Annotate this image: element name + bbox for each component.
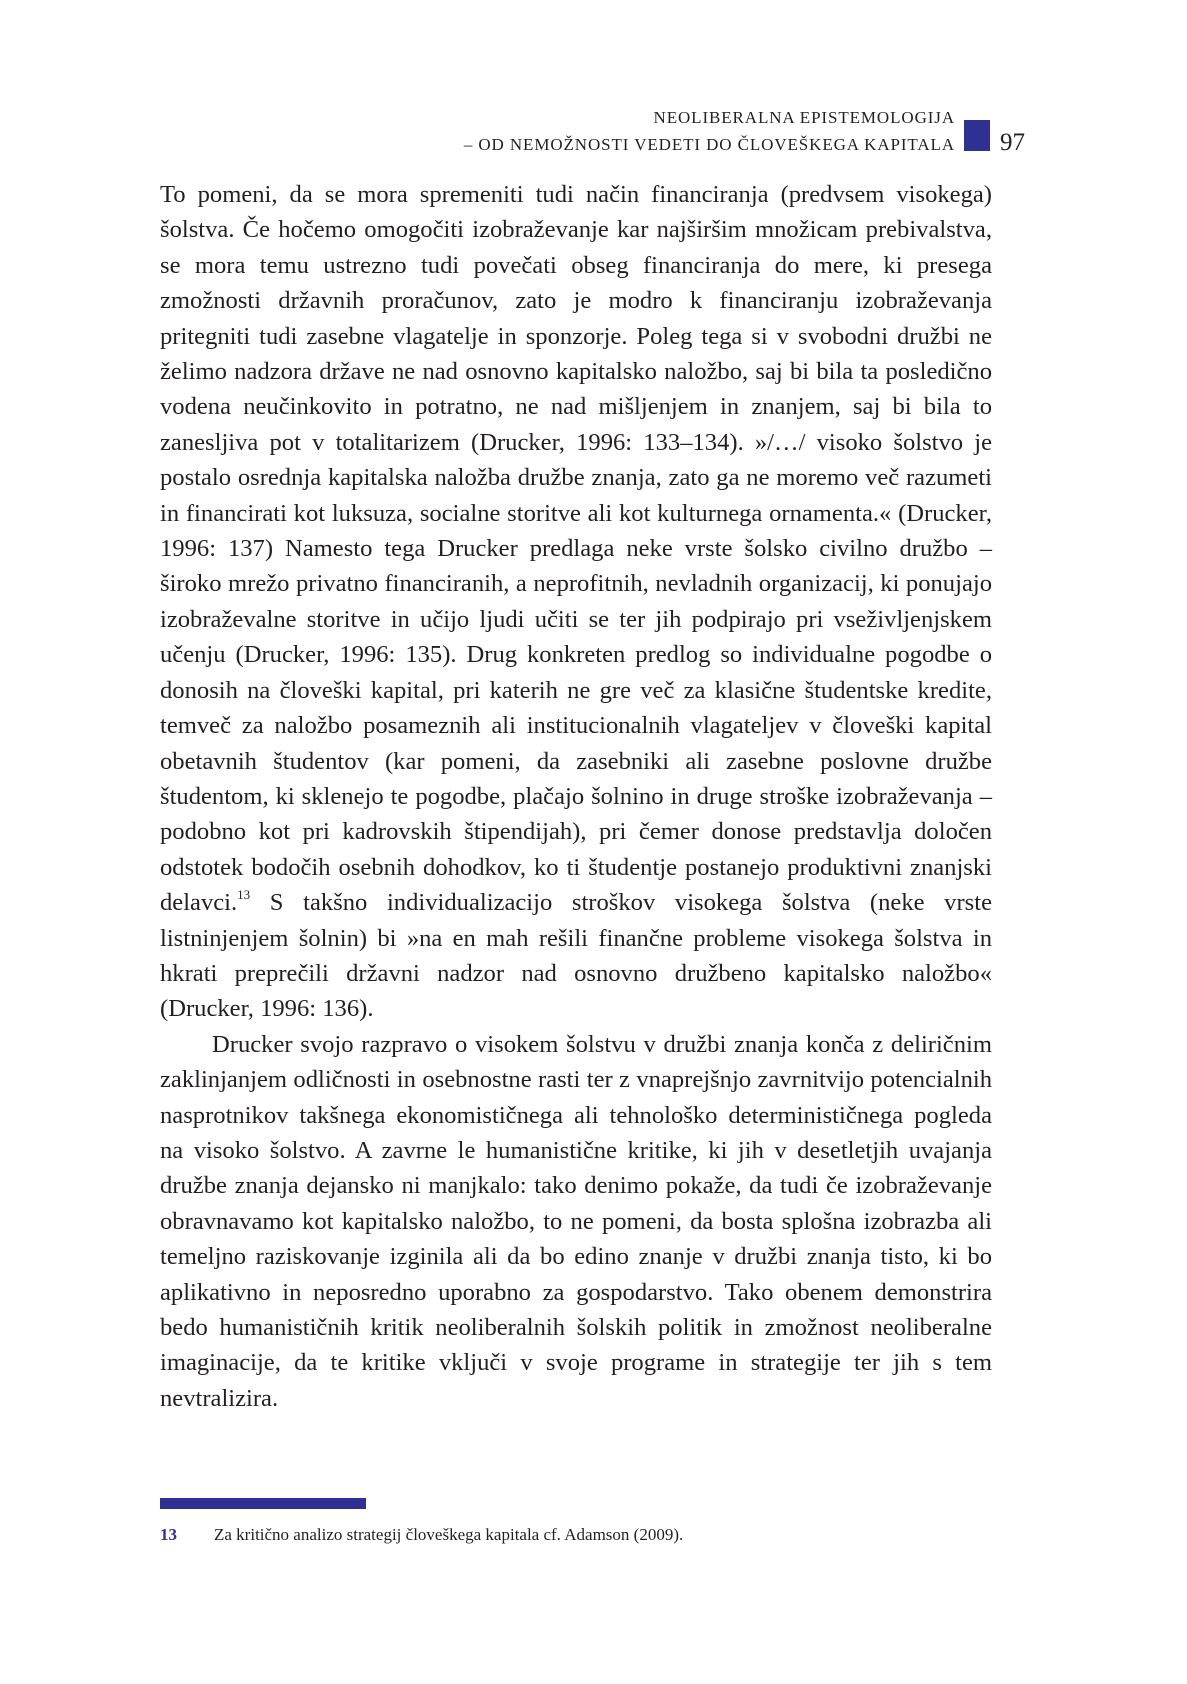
paragraph-1-text: To pomeni, da se mora spremeniti tudi način financiranja (predvsem visokega) šolstva. Če hočemo omogočiti izobraževanje kar najširšim množicam prebivalstva, se mora temu ustrezno tudi povečati obseg financiranja do mere, ki presega zmožnosti državnih proračunov, zato je modro k financiranju izobraževanja pritegniti tudi zasebne vlagatelje in sponzorje. Poleg tega si v svobodni družbi ne želimo nadzora države ne nad osnovno kapitalsko naložbo, saj bi bila ta posledično vodena neučinkovito in potratno, ne nad mišljenjem in znanjem, saj bi bila to zanesljiva pot v totalitarizem (Drucker, 1996: 133–134). »/…/ visoko šolstvo je postalo osrednja kapitalska naložba družbe znanja, zato ga ne moremo več razumeti in financirati kot luksuza, socialne storitve ali kot kulturnega ornamenta.« (Drucker, 1996: 137) Namesto tega Drucker predlaga neke vrste šolsko civilno družbo – široko mrežo privatno financiranih, a neprofitnih, nevladnih organizacij, ki ponujajo izobraževalne storitve in učijo ljudi učiti se ter jih podpirajo pri vseživljenjskem učenju (Drucker, 1996: 135). Drug konkreten predlog so individualne pogodbe o donosih na človeški kapital, pri katerih ne gre več za klasične študentske kredite, temveč za naložbo posameznih ali institucionalnih vlagateljev v človeški kapital obetavnih študentov (kar pomeni, da zasebniki ali zasebne poslovne družbe študentom, ki sklenejo te pogodbe, plačajo šolnino in druge stroške izobraževanja – podobno kot pri kadrovskih štipendijah), pri čemer donose predstavlja določen odstotek bodočih osebnih dohodkov, ko ti študentje postanejo produktivni znanjski delavci. (160, 181, 992, 917)
paragraph-1 (160, 177, 992, 1027)
running-head-line-1: NEOLIBERALNA EPISTEMOLOGIJA (653, 108, 955, 127)
footnote-number: 13 (160, 1525, 177, 1544)
running-head (464, 104, 955, 158)
paragraph-1-continued: S takšno individualizacijo stroškov visokega šolstva (neke vrste listninjenjem šolnin) bi »na en mah rešili finančne probleme visokega šolstva in hkrati preprečili državni nadzor nad osnovno družbeno kapitalsko naložbo« (Drucker, 1996: 136). (160, 889, 992, 1023)
header-accent-block (964, 120, 990, 151)
paragraph-2: Drucker svojo razpravo o visokem šolstvu v družbi znanja konča z deliričnim zaklinjanjem odličnosti in osebnostne rasti ter z vnaprejšnjo zavrnitvijo potencialnih nasprotnikov takšnega ekonomističnega ali tehnološko determinističnega pogleda na visoko šolstvo. A zavrne le humanistične kritike, ki jih v desetletjih uvajanja družbe znanja dejansko ni manjkalo: tako denimo pokaže, da tudi če izobraževanje obravnavamo kot kapitalsko naložbo, to ne pomeni, da bosta splošna izobrazba ali temeljno raziskovanje izginila ali da bo edino znanje v družbi znanja tisto, ki bo aplikativno in neposredno uporabno za gospodarstvo. Tako obenem demonstrira bedo humanističnih kritik neoliberalnih šolskih politik in zmožnost neoliberalne imaginacije, da te kritike vključi v svoje programe in strategije ter jih s tem nevtralizira. (160, 1030, 992, 1412)
footnote-reference[interactable]: 13 (237, 887, 251, 903)
footnote (160, 1523, 683, 1547)
page-number: 97 (1000, 129, 1025, 156)
footnote-rule (160, 1498, 366, 1509)
body-text (160, 177, 992, 1416)
running-head-line-2: – OD NEMOŽNOSTI VEDETI DO ČLOVEŠKEGA KAPITALA (463, 135, 955, 154)
footnote-text: Za kritično analizo strategij človeškega kapitala cf. Adamson (2009). (214, 1525, 684, 1544)
